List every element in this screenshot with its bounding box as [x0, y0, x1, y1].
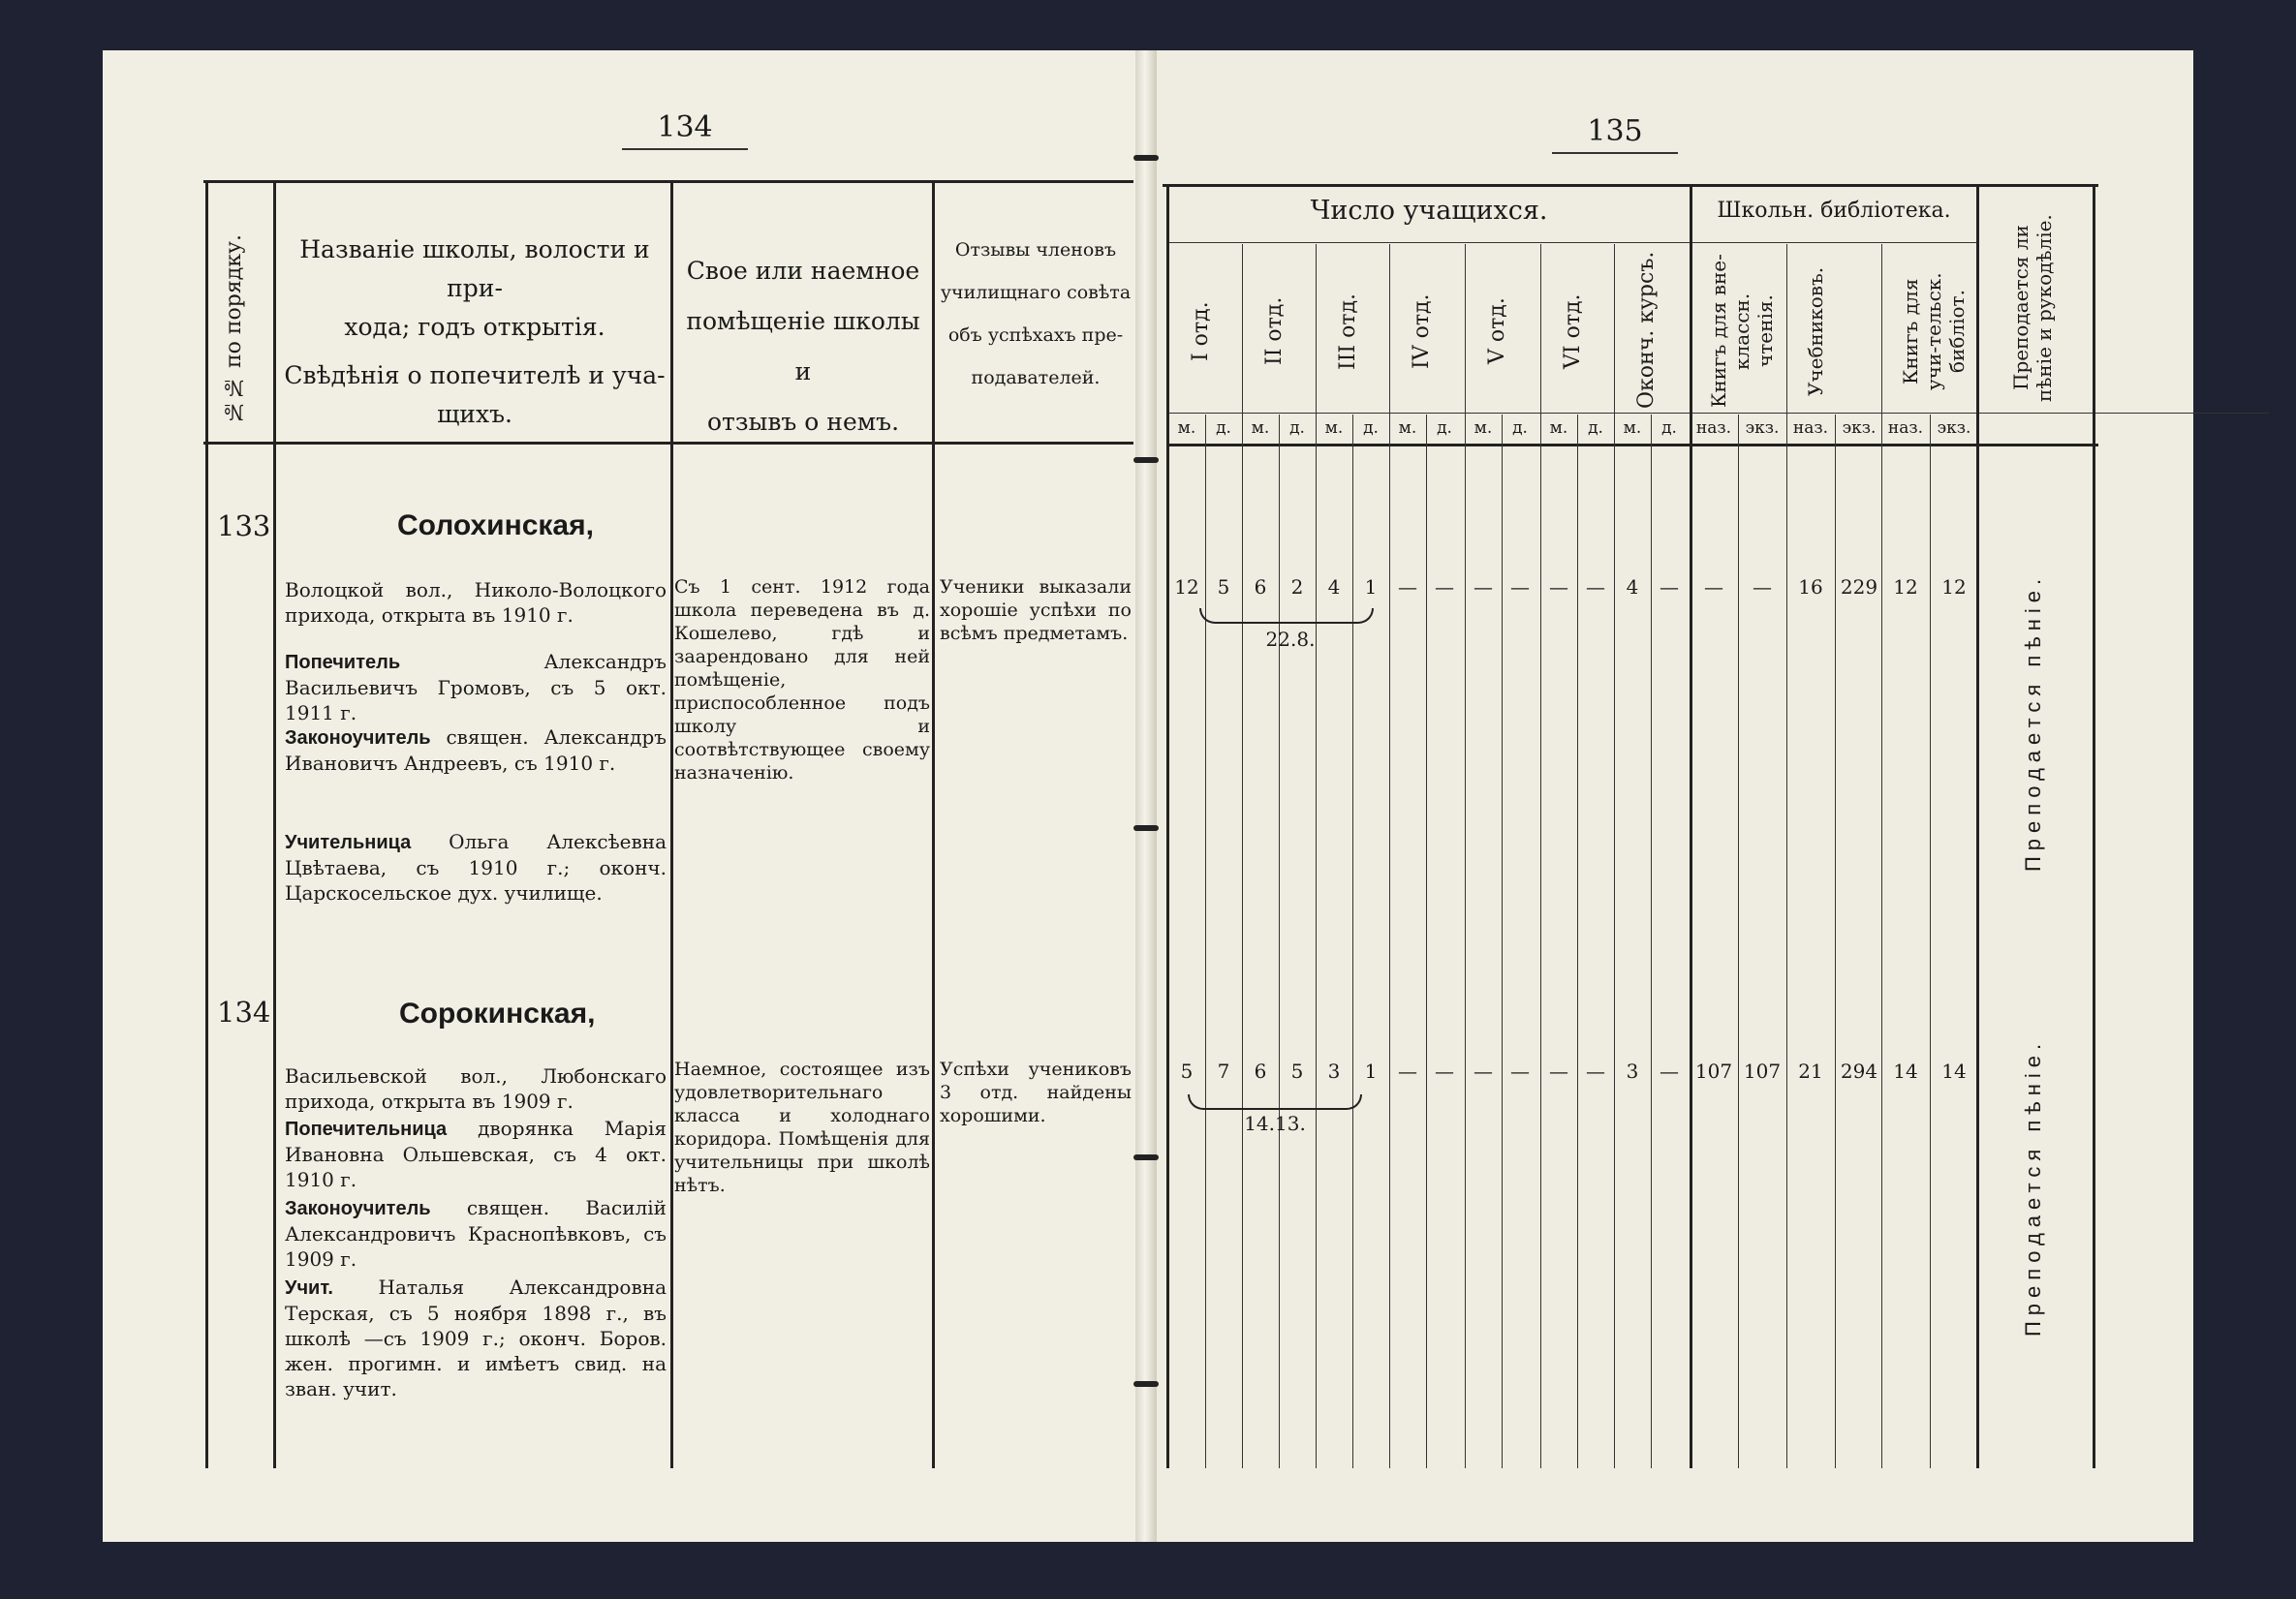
grade-header: III отд.: [1336, 292, 1360, 370]
premises-text: Наемное, состоящее изъ удовлетворительнаго класса и холоднаго коридора. Помѣщенія для учительницы при школѣ нѣтъ.: [674, 1059, 930, 1196]
student-count-cell: —: [1586, 575, 1605, 599]
gender-label: м.: [1251, 418, 1270, 438]
library-count-cell: 16: [1798, 575, 1823, 599]
student-count-cell: 4: [1327, 575, 1341, 599]
header-premises-line: помѣщеніе школы и: [686, 307, 920, 385]
student-count-cell: 2: [1290, 575, 1304, 599]
gender-column-rule: [1279, 415, 1280, 1468]
teacher-text: Наталья Александровна Терская, съ 5 ноября 1898 г., въ школѣ —съ 1909 г.; оконч. Боров. жен. прогимн. и имѣетъ свид. на зван. учит.: [285, 1276, 667, 1400]
student-count-cell: —: [1398, 1060, 1417, 1083]
total-label: 14.13.: [1244, 1112, 1306, 1135]
gender-label: д.: [1216, 418, 1231, 438]
gender-label: м.: [1177, 418, 1196, 438]
student-count-cell: —: [1474, 1060, 1493, 1083]
header-premises: [676, 246, 930, 447]
premises-text: Съ 1 сент. 1912 года школа переведена въ д. Кошелево, гдѣ и заарендовано для ней помѣщеніе, приспособленное подъ школу и соотвѣтствующее своему назначенію.: [674, 576, 930, 784]
priest-label: Законоучитель: [285, 727, 431, 749]
grade-header: V отд.: [1485, 297, 1509, 365]
priest-info: [285, 724, 667, 776]
library-count-cell: 14: [1941, 1060, 1967, 1083]
left-page-number: 134: [622, 110, 748, 150]
gender-label: м.: [1398, 418, 1417, 438]
student-count-cell: —: [1549, 1060, 1568, 1083]
header-name: [281, 231, 668, 434]
library-count-cell: 21: [1798, 1060, 1823, 1083]
library-header: Книгъ для вне-классн. чтенія.: [1707, 254, 1777, 409]
review-text: Успѣхи учениковъ 3 отд. найдены хорошими.: [940, 1059, 1132, 1126]
student-count-cell: —: [1510, 1060, 1530, 1083]
gender-label: д.: [1512, 418, 1528, 438]
trustee-text: дворянка Марія Ивановна Ольшевская, съ 4 окт. 1910 г.: [285, 1117, 667, 1191]
gender-column-rule: [1577, 415, 1578, 1468]
library-count-cell: 14: [1893, 1060, 1918, 1083]
library-header: Книгъ для учи-тельск. библіот.: [1899, 272, 1969, 390]
gender-label: д.: [1437, 418, 1452, 438]
student-count-cell: —: [1586, 1060, 1605, 1083]
priest-info: [285, 1195, 667, 1272]
grade-header: I отд.: [1189, 301, 1213, 361]
library-sub-rule: [1835, 415, 1836, 1468]
school-location: Волоцкой вол., Николо-Волоцкого прихода, открыта въ 1910 г.: [285, 578, 667, 627]
library-count-cell: 294: [1840, 1060, 1878, 1083]
student-count-cell: 7: [1217, 1060, 1230, 1083]
library-sub-label: экз.: [1937, 418, 1971, 438]
library-header: Учебниковъ.: [1804, 266, 1827, 396]
library-count-cell: 12: [1941, 575, 1967, 599]
library-sub-rule: [1738, 415, 1739, 1468]
gender-row-rule: [1168, 413, 2269, 414]
trustee-label: Попечитель: [285, 652, 401, 673]
student-count-cell: —: [1398, 575, 1417, 599]
trustee-info: [285, 1116, 667, 1192]
student-count-cell: —: [1435, 1060, 1454, 1083]
student-count-cell: —: [1660, 1060, 1679, 1083]
binding-stitch: [1133, 155, 1159, 161]
student-count-cell: 1: [1364, 1060, 1378, 1083]
gender-label: д.: [1363, 418, 1379, 438]
student-count-cell: 6: [1254, 1060, 1267, 1083]
gender-label: м.: [1324, 418, 1344, 438]
student-count-cell: —: [1435, 575, 1454, 599]
gender-label: м.: [1623, 418, 1642, 438]
gender-column-rule: [1502, 415, 1503, 1468]
library-count-cell: —: [1753, 575, 1772, 599]
students-title: Число учащихся.: [1310, 196, 1548, 226]
student-count-cell: 4: [1626, 575, 1639, 599]
column-rule: [1690, 184, 1692, 1468]
binding-stitch: [1133, 1154, 1159, 1160]
binding-stitch: [1133, 457, 1159, 463]
gender-label: д.: [1289, 418, 1305, 438]
header-name-line: Свѣдѣнія о попечителѣ и уча-: [284, 361, 666, 389]
teacher-label: Учительница: [285, 832, 412, 853]
gender-column-rule: [1651, 415, 1652, 1468]
total-brace: [1188, 1094, 1362, 1110]
student-count-cell: —: [1549, 575, 1568, 599]
column-rule: [1166, 184, 1169, 1468]
student-count-cell: 12: [1174, 575, 1199, 599]
library-sub-label: экз.: [1745, 418, 1780, 438]
student-count-cell: —: [1510, 575, 1530, 599]
priest-text: священ. Василій Александровичъ Краснопѣвковъ, съ 1909 г.: [285, 1196, 667, 1271]
gender-label: м.: [1549, 418, 1568, 438]
grade-header: Оконч. курсъ.: [1634, 251, 1659, 409]
gender-label: д.: [1661, 418, 1677, 438]
school-name: Солохинская,: [397, 509, 594, 541]
right-page-number: 135: [1552, 114, 1678, 154]
binding-stitch: [1133, 1381, 1159, 1387]
student-count-cell: 6: [1254, 575, 1267, 599]
trustee-label: Попечительница: [285, 1119, 448, 1140]
column-rule: [670, 180, 673, 1468]
row-number: 134: [217, 996, 271, 1029]
header-bottom-rule: [1166, 444, 2098, 446]
teacher-label: Учит.: [285, 1277, 333, 1299]
library-count-cell: 229: [1840, 575, 1878, 599]
school-location: Васильевской вол., Любонскаго прихода, открыта въ 1909 г.: [285, 1064, 667, 1113]
header-name-line: щихъ.: [437, 400, 512, 428]
grade-header: IV отд.: [1410, 293, 1434, 369]
header-number: №№ по порядку.: [222, 234, 246, 424]
grade-header: VI отд.: [1561, 293, 1585, 369]
library-count-cell: 107: [1694, 1060, 1733, 1083]
review-text: Ученики выказали хорошіе успѣхи по всѣмъ предметамъ.: [940, 576, 1132, 644]
gender-label: д.: [1588, 418, 1603, 438]
library-count-cell: 12: [1893, 575, 1918, 599]
student-count-cell: 5: [1217, 575, 1230, 599]
column-rule: [273, 180, 276, 1468]
total-brace: [1199, 608, 1374, 624]
library-title-rule: [1691, 242, 1976, 243]
library-sub-label: экз.: [1842, 418, 1877, 438]
header-reviews: [936, 229, 1135, 399]
header-bottom-rule: [203, 442, 1133, 445]
gender-column-rule: [1205, 415, 1206, 1468]
header-name-line: Названіе школы, волости и при-: [299, 235, 650, 302]
student-count-cell: 3: [1626, 1060, 1639, 1083]
singing-header: Преподается ли пѣніе и рукодѣліе.: [2009, 214, 2056, 402]
library-sub-rule: [1930, 415, 1931, 1468]
header-reviews-line: училищнаго совѣта: [940, 282, 1132, 303]
book-gutter: [1135, 50, 1157, 1542]
student-count-cell: 1: [1364, 575, 1378, 599]
header-reviews-line: Отзывы членовъ: [954, 239, 1117, 261]
gender-column-rule: [1426, 415, 1427, 1468]
student-count-cell: 3: [1327, 1060, 1341, 1083]
column-rule: [932, 180, 935, 1468]
school-name: Сорокинская,: [399, 998, 596, 1030]
library-sub-label: наз.: [1695, 418, 1732, 438]
student-count-cell: 5: [1290, 1060, 1304, 1083]
singing-note: Преподается пѣніе.: [2021, 1037, 2045, 1337]
gender-column-rule: [1352, 415, 1353, 1468]
library-count-cell: —: [1704, 575, 1723, 599]
column-rule: [2093, 184, 2095, 1468]
students-title-rule: [1168, 242, 1690, 243]
library-sub-label: наз.: [1887, 418, 1924, 438]
grade-header: II отд.: [1262, 296, 1287, 366]
student-count-cell: —: [1474, 575, 1493, 599]
student-count-cell: 5: [1180, 1060, 1194, 1083]
priest-label: Законоучитель: [285, 1198, 431, 1219]
priest-text: священ. Александръ Ивановичъ Андреевъ, съ 1910 г.: [285, 725, 667, 775]
table-top-rule: [203, 180, 1133, 183]
binding-stitch: [1133, 825, 1159, 831]
library-count-cell: 107: [1743, 1060, 1782, 1083]
library-title: Школьн. библіотека.: [1717, 199, 1951, 223]
gender-label: м.: [1474, 418, 1493, 438]
teacher-info: [285, 1275, 667, 1401]
trustee-text: Александръ Васильевичъ Громовъ, съ 5 окт. 1911 г.: [285, 650, 667, 724]
teacher-text: Ольга Алексѣевна Цвѣтаева, съ 1910 г.; оконч. Царскосельское дух. училище.: [285, 830, 667, 905]
header-name-line: хода; годъ открытія.: [344, 313, 605, 341]
row-number: 133: [217, 509, 271, 542]
trustee-info: [285, 649, 667, 725]
header-reviews-line: подавателей.: [971, 367, 1101, 388]
library-sub-label: наз.: [1792, 418, 1829, 438]
singing-note: Преподается пѣніе.: [2021, 572, 2045, 872]
student-count-cell: —: [1660, 575, 1679, 599]
header-premises-line: отзывъ о немъ.: [706, 408, 900, 436]
table-top-rule: [1163, 184, 2098, 187]
teacher-info: [285, 829, 667, 906]
column-rule: [1976, 184, 1979, 1468]
header-premises-line: Свое или наемное: [686, 257, 920, 285]
header-reviews-line: объ успѣхахъ пре-: [947, 324, 1124, 346]
total-label: 22.8.: [1265, 628, 1316, 651]
column-rule: [205, 180, 208, 1468]
